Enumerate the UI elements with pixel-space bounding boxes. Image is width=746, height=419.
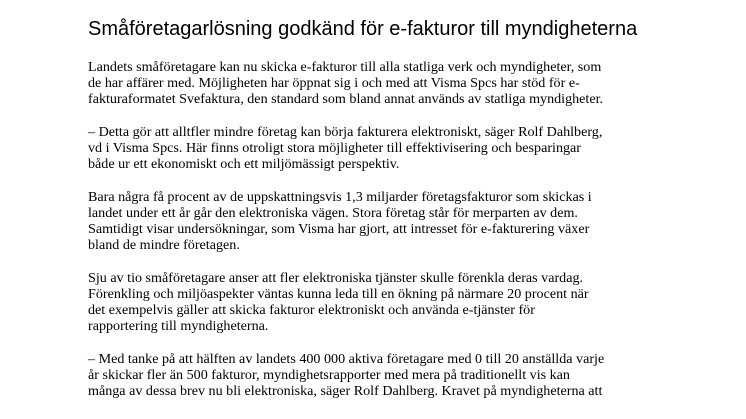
paragraph-line: Förenkling och miljöaspekter väntas kunna leda till en ökning på närmare 20 procent när bbox=[88, 285, 589, 302]
document-title: Småföretagarlösning godkänd för e-fakturor till myndigheterna bbox=[88, 18, 638, 40]
paragraph-line: år skickar fler än 500 fakturor, myndighetsrapporter med mera på traditionellt vis kan bbox=[88, 366, 570, 383]
paragraph-5 bbox=[88, 351, 648, 400]
paragraph-line: Sju av tio småföretagare anser att fler elektroniska tjänster skulle förenkla deras vardag. bbox=[88, 269, 584, 286]
paragraph-line: vd i Visma Spcs. Här finns otroligt stora möjligheter till effektivisering och besparingar bbox=[88, 140, 581, 156]
paragraph-1 bbox=[88, 59, 648, 108]
paragraph-line: – Detta gör att alltfler mindre företag kan börja fakturera elektroniskt, säger Rolf Dahlberg, bbox=[88, 123, 603, 140]
paragraph-line: det exempelvis gäller att skicka fakturor elektroniskt och använda e-tjänster för bbox=[88, 302, 535, 318]
paragraph-line: både ur ett ekonomiskt och ett miljömässigt perspektiv. bbox=[88, 156, 400, 173]
paragraph-line: Samtidigt visar undersökningar, som Visma har gjort, att intresset för e-fakturering växer bbox=[88, 221, 590, 237]
paragraph-line: landet under ett år går den elektroniska vägen. Stora företag står för merparten av dem. bbox=[88, 204, 578, 221]
paragraph-line: Bara några få procent av de uppskattningsvis 1,3 miljarder företagsfakturor som skickas i bbox=[88, 188, 592, 205]
document-body bbox=[88, 59, 648, 415]
paragraph-line: – Med tanke på att hälften av landets 400 000 aktiva företagare med 0 till 20 anställda varje bbox=[88, 350, 605, 367]
paragraph-4 bbox=[88, 270, 648, 335]
paragraph-line: många av dessa brev nu bli elektroniska, säger Rolf Dahlberg. Kravet på myndigheterna att bbox=[88, 383, 603, 399]
paragraph-line: bland de mindre företagen. bbox=[88, 237, 240, 254]
paragraph-line: de har affärer med. Möjligheten har öppnat sig i och med att Visma Spcs har stöd för e- bbox=[88, 75, 580, 92]
paragraph-line: fakturaformatet Svefaktura, den standard som bland annat används av statliga myndigheter. bbox=[88, 91, 604, 108]
paragraph-2 bbox=[88, 124, 648, 173]
paragraph-line: rapportering till myndigheterna. bbox=[88, 318, 269, 335]
paragraph-line: Landets småföretagare kan nu skicka e-fakturor till alla statliga verk och myndigheter, som bbox=[88, 59, 602, 75]
paragraph-3 bbox=[88, 189, 648, 254]
